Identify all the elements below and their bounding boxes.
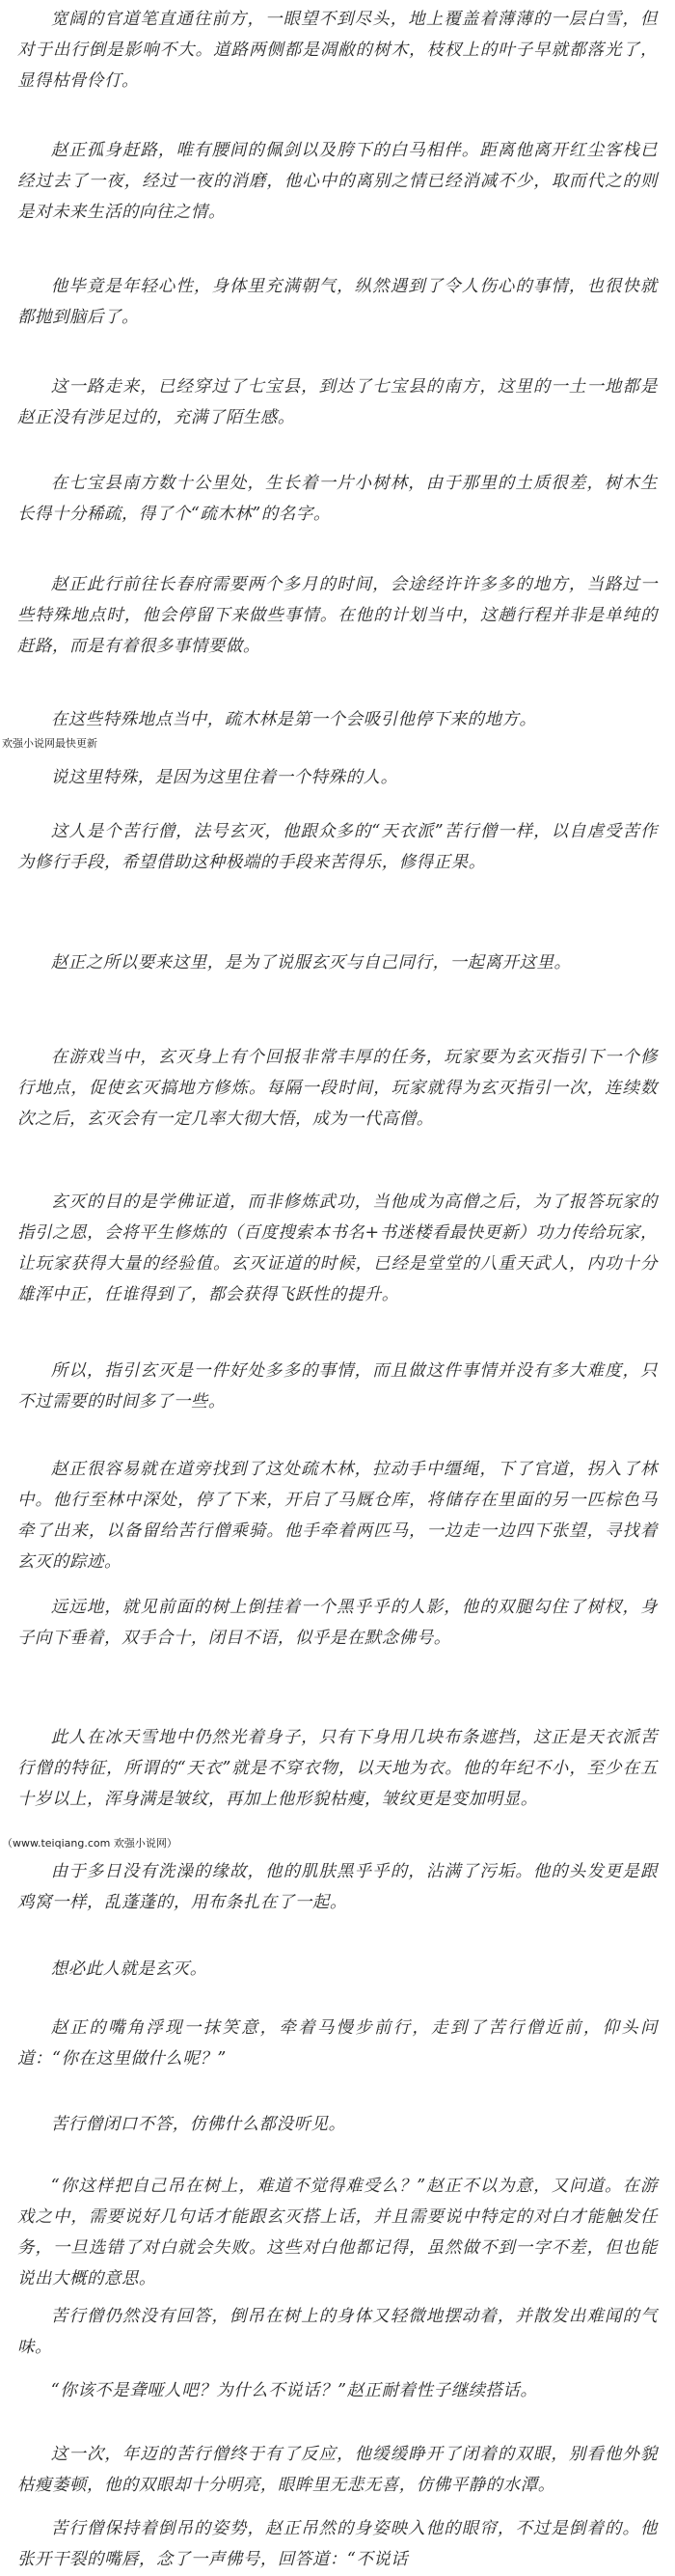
paragraph: 玄灭的目的是学佛证道，而非修炼武功，当他成为高僧之后，为了报答玩家的指引之恩，会将平生修炼的（百度搜索本书名+书迷楼看最快更新）功力传给玩家，让玩家获得大量的经验值。玄灭证道的时候，已经是堂堂的八重天武人，内功十分雄浑中正，任谁得到了，都会获得飞跃性的提升。 — [17, 1192, 658, 1304]
paragraph: 所以，指引玄灭是一件好处多多的事情，而且做这件事情并没有多大难度，只不过需要的时间多了一些。 — [17, 1361, 658, 1411]
paragraph: 赵正很容易就在道旁找到了这处疏木林，拉动手中缰绳，下了官道，拐入了林中。他行至林中深处，停了下来，开启了马厩仓库，将储存在里面的另一匹棕色马牵了出来，以备留给苦行僧乘骑。他手牵着两匹马，一边走一边四下张望，寻找着玄灭的踪迹。 — [17, 1460, 658, 1572]
paragraph: 他毕竟是年轻心性，身体里充满朝气，纵然遇到了令人伤心的事情，也很快就都抛到脑后了。 — [17, 277, 658, 327]
watermark-text: 欢强小说网最快更新 — [2, 737, 97, 750]
paragraph: 由于多日没有洗澡的缘故，他的肌肤黑乎乎的，沾满了污垢。他的头发更是跟鸡窝一样，乱蓬蓬的，用布条扎在了一起。 — [17, 1862, 658, 1912]
paragraph: 想必此人就是玄灭。 — [50, 1959, 207, 1979]
paragraph: 远远地，就见前面的树上倒挂着一个黑乎乎的人影，他的双腿勾住了树杈，身子向下垂着，双手合十，闭目不语，似乎是在默念佛号。 — [17, 1598, 658, 1648]
paragraph: 此人在冰天雪地中仍然光着身子，只有下身用几块布条遮挡，这正是天衣派苦行僧的特征，所谓的“天衣”就是不穿衣物，以天地为衣。他的年纪不小，至少在五十岁以上，浑身满是皱纹，再加上他形貌枯瘦，皱纹更是变加明显。 — [17, 1728, 658, 1809]
paragraph: “你这样把自己吊在树上，难道不觉得难受么？”赵正不以为意，又问道。在游戏之中，需要说好几句话才能跟玄灭搭上话，并且需要说中特定的对白才能触发任务，一旦选错了对白就会失败。这些对白他都记得，虽然做不到一字不差，但也能说出大概的意思。 — [17, 2177, 658, 2288]
watermark-text: （www.teiqiang.com 欢强小说网） — [2, 1837, 177, 1850]
paragraph: 赵正孤身赶路，唯有腰间的佩剑以及胯下的白马相伴。距离他离开红尘客栈已经过去了一夜，经过一夜的消磨，他心中的离别之情已经消减不少，取而代之的则是对未来生活的向往之情。 — [17, 141, 658, 222]
paragraph: 苦行僧闭口不答，仿佛什么都没听见。 — [50, 2115, 346, 2134]
paragraph: 在这些特殊地点当中，疏木林是第一个会吸引他停下来的地方。 — [50, 710, 537, 729]
paragraph: 赵正此行前往长春府需要两个多月的时间，会途经许许多多的地方，当路过一些特殊地点时，他会停留下来做些事情。在他的计划当中，这趟行程并非是单纯的赶路，而是有着很多事情要做。 — [17, 575, 658, 656]
paragraph: 赵正之所以要来这里，是为了说服玄灭与自己同行，一起离开这里。 — [50, 953, 572, 973]
paragraph: 这一次，年迈的苦行僧终于有了反应，他缓缓睁开了闭着的双眼，别看他外貌枯瘦萎顿，他的双眼却十分明亮，眼眸里无悲无喜，仿佛平静的水潭。 — [17, 2445, 658, 2495]
paragraph: 苦行僧保持着倒吊的姿势，赵正吊然的身姿映入他的眼帘，不过是倒着的。他张开干裂的嘴唇，念了一声佛号，回答道：“不说话 — [17, 2519, 658, 2569]
paragraph: 在七宝县南方数十公里处，生长着一片小树林，由于那里的土质很差，树木生长得十分稀疏，得了个“疏木林”的名字。 — [17, 474, 658, 524]
paragraph: 说这里特殊，是因为这里住着一个特殊的人。 — [50, 768, 398, 787]
paragraph: 赵正的嘴角浮现一抹笑意，牵着马慢步前行，走到了苦行僧近前，仰头问道：“你在这里做什么呢？” — [17, 2018, 658, 2069]
paragraph: 这一路走来，已经穿过了七宝县，到达了七宝县的南方，这里的一土一地都是赵正没有涉足过的，充满了陌生感。 — [17, 377, 658, 427]
paragraph: 在游戏当中，玄灭身上有个回报非常丰厚的任务，玩家要为玄灭指引下一个修行地点，促使玄灭搞地方修炼。每隔一段时间，玩家就得为玄灭指引一次，连续数次之后，玄灭会有一定几率大彻大悟，成为一代高僧。 — [17, 1048, 658, 1129]
paragraph: 苦行僧仍然没有回答，倒吊在树上的身体又轻微地摆动着，并散发出难闻的气味。 — [17, 2307, 658, 2357]
paragraph: “你该不是聋哑人吧？为什么不说话？”赵正耐着性子继续搭话。 — [50, 2381, 538, 2400]
paragraph: 这人是个苦行僧，法号玄灭，他跟众多的“天衣派”苦行僧一样，以自虐受苦作为修行手段，希望借助这种极端的手段来苦得乐，修得正果。 — [17, 822, 658, 872]
paragraph: 宽阔的官道笔直通往前方，一眼望不到尽头，地上覆盖着薄薄的一层白雪，但对于出行倒是影响不大。道路两侧都是凋敝的树木，枝杈上的叶子早就都落光了，显得枯骨伶仃。 — [17, 10, 658, 91]
